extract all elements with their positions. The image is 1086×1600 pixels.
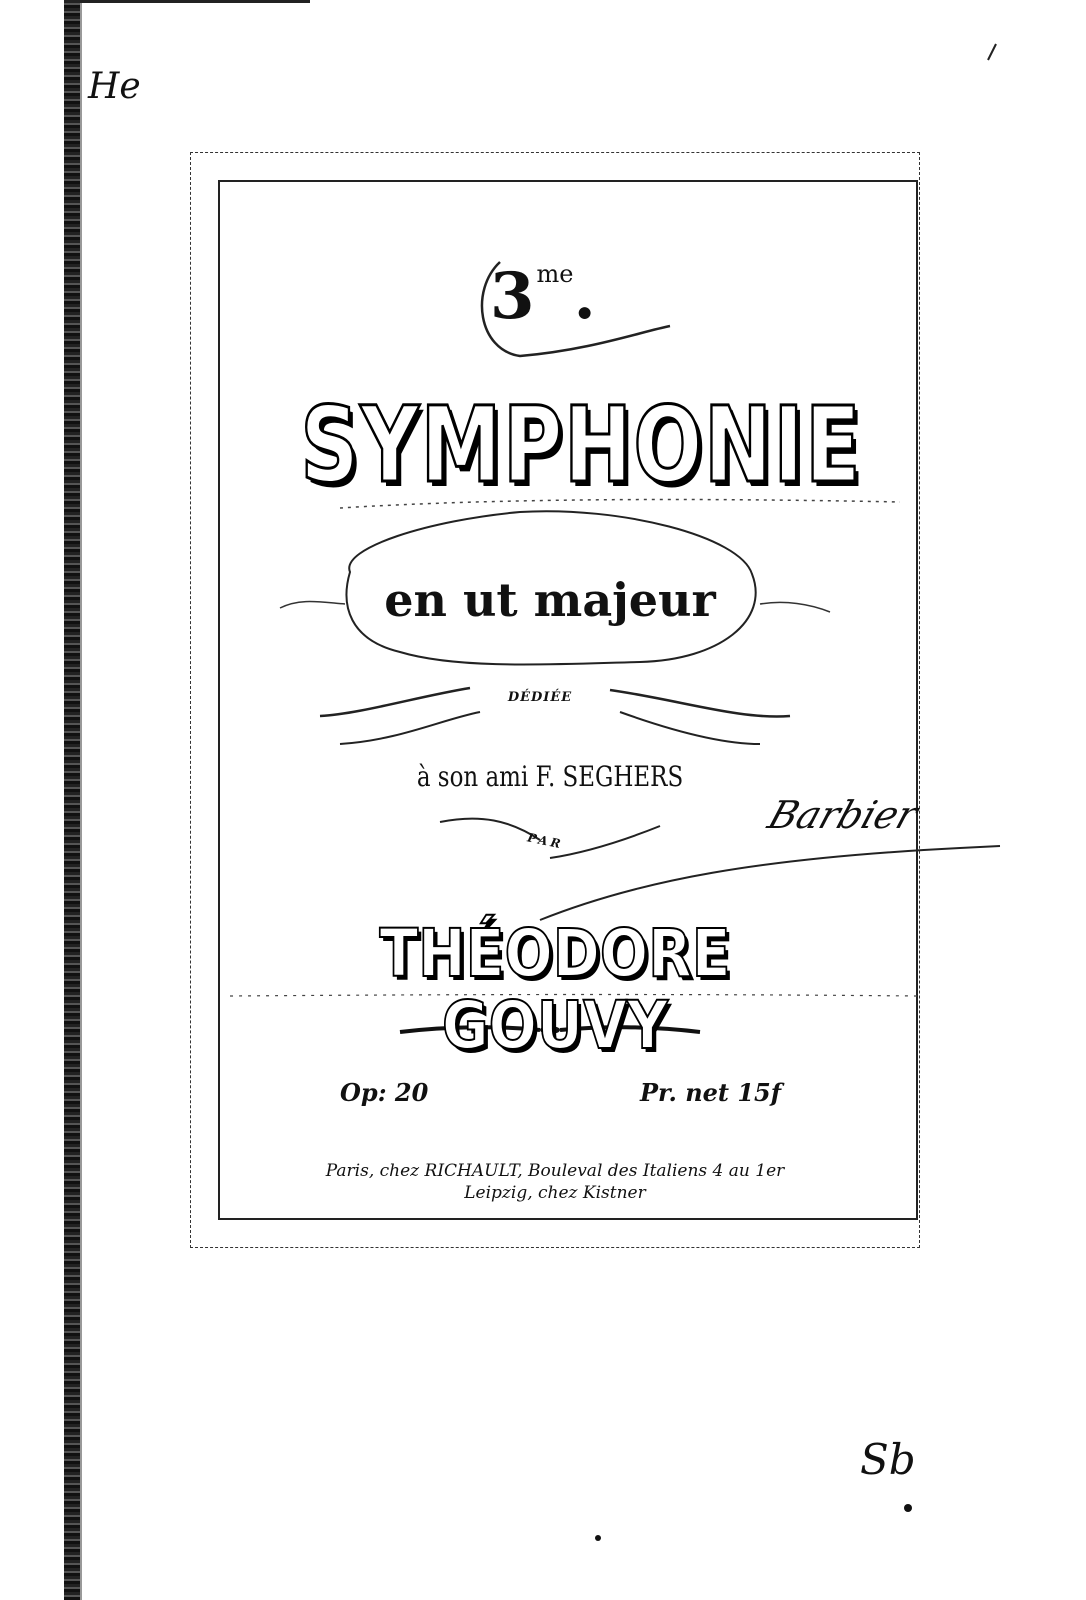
composer-name: THÉODORE GOUVY [379,915,731,1064]
ordinal-period: . [573,259,596,334]
publisher-imprint-secondary: Leipzig, chez Kistner [464,1183,646,1203]
left-swash-lower [340,712,480,744]
right-swash-lower [620,712,760,744]
pencil-tick [988,44,996,60]
opus-number: Op: 20 [340,1078,429,1107]
ordinal-suffix: me [536,260,574,288]
symphony-number [490,259,610,334]
margin-handwriting: He [88,66,141,107]
price: Pr. net 15f [640,1078,782,1107]
ink-dot-small [595,1535,601,1541]
ink-dot [904,1504,912,1512]
right-swash-upper [610,690,790,717]
title-symphonie: SYMPHONIE [300,384,863,506]
cartouche-right-flourish [760,602,830,612]
dedication-label: DÉDIÉE [507,690,573,705]
corner-handwriting: Sb [860,1435,916,1484]
left-swash-upper [320,688,470,716]
publisher-imprint: Paris, chez RICHAULT, Bouleval des Italiens 4 au 1er [325,1161,785,1181]
handwritten-signature: Barbier [762,793,924,837]
cartouche-left-flourish [280,602,345,609]
dedicatee: à son ami F. SEGHERS [416,760,684,793]
signature-flourish [540,846,1000,920]
key-signature-text: en ut majeur [384,573,716,627]
ordinal-number: 3 [490,259,535,334]
by-label: PAR [526,830,565,852]
